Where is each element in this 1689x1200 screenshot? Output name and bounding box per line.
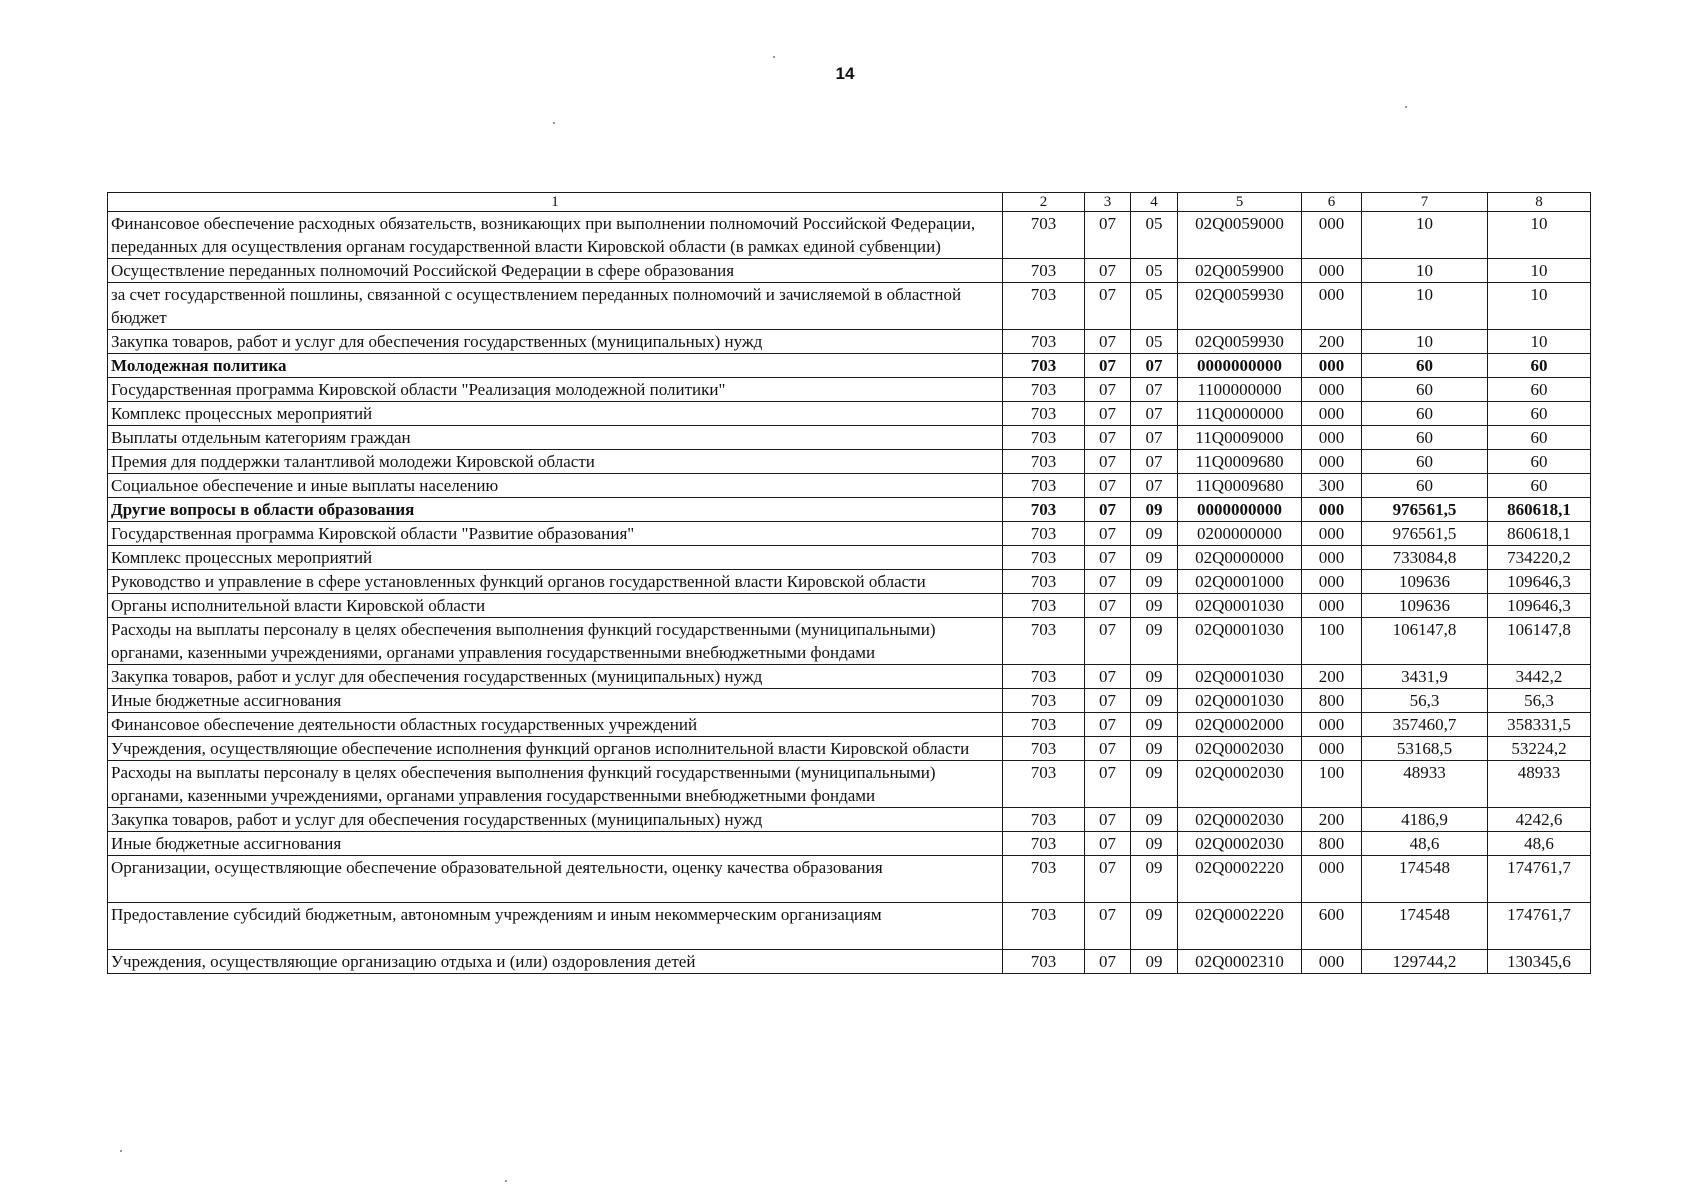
table-row	[108, 689, 1591, 713]
row-subsection-cell: 05	[1131, 212, 1178, 259]
row-amount-year2-cell: 48933	[1488, 761, 1591, 808]
row-target-article-cell: 02Q0002030	[1178, 832, 1302, 856]
row-expense-type-cell: 000	[1302, 402, 1362, 426]
row-section-cell: 07	[1085, 856, 1131, 903]
row-target-article-cell: 02Q0059930	[1178, 283, 1302, 330]
row-amount-year2-cell: 53224,2	[1488, 737, 1591, 761]
row-section-cell: 07	[1085, 378, 1131, 402]
row-section-cell: 07	[1085, 212, 1131, 259]
scan-speck	[553, 122, 555, 124]
row-section-cell: 07	[1085, 474, 1131, 498]
row-amount-year2-cell: 174761,7	[1488, 856, 1591, 903]
row-subsection-cell: 09	[1131, 832, 1178, 856]
row-amount-year1-cell: 10	[1362, 283, 1488, 330]
row-subsection-cell: 09	[1131, 761, 1178, 808]
table-row	[108, 330, 1591, 354]
row-amount-year2-cell: 60	[1488, 378, 1591, 402]
row-name-cell: Учреждения, осуществляющие обеспечение исполнения функций органов исполнительной власти Кировской области	[108, 737, 1003, 761]
row-expense-type-cell: 000	[1302, 354, 1362, 378]
row-target-article-cell: 0000000000	[1178, 498, 1302, 522]
table-row	[108, 903, 1591, 950]
row-expense-type-cell: 800	[1302, 689, 1362, 713]
row-target-article-cell: 02Q0002310	[1178, 950, 1302, 974]
row-expense-type-cell: 000	[1302, 737, 1362, 761]
row-target-article-cell: 11Q0009000	[1178, 426, 1302, 450]
row-expense-type-cell: 000	[1302, 378, 1362, 402]
row-amount-year1-cell: 60	[1362, 474, 1488, 498]
table-row	[108, 474, 1591, 498]
table-row	[108, 808, 1591, 832]
table-row	[108, 259, 1591, 283]
row-subsection-cell: 09	[1131, 570, 1178, 594]
row-ministry-code-cell: 703	[1003, 689, 1085, 713]
row-name-cell: Органы исполнительной власти Кировской области	[108, 594, 1003, 618]
row-target-article-cell: 1100000000	[1178, 378, 1302, 402]
row-name-cell: Финансовое обеспечение деятельности областных государственных учреждений	[108, 713, 1003, 737]
row-amount-year2-cell: 358331,5	[1488, 713, 1591, 737]
row-amount-year1-cell: 10	[1362, 212, 1488, 259]
row-name-cell: за счет государственной пошлины, связанной с осуществлением переданных полномочий и зачисляемой в областной бюджет	[108, 283, 1003, 330]
row-section-cell: 07	[1085, 283, 1131, 330]
row-subsection-cell: 09	[1131, 618, 1178, 665]
header-cell: 5	[1178, 193, 1302, 212]
row-amount-year1-cell: 60	[1362, 426, 1488, 450]
row-target-article-cell: 02Q0002030	[1178, 808, 1302, 832]
row-expense-type-cell: 000	[1302, 546, 1362, 570]
row-subsection-cell: 09	[1131, 594, 1178, 618]
row-expense-type-cell: 100	[1302, 618, 1362, 665]
row-expense-type-cell: 000	[1302, 950, 1362, 974]
row-amount-year1-cell: 48933	[1362, 761, 1488, 808]
row-amount-year1-cell: 10	[1362, 259, 1488, 283]
row-expense-type-cell: 000	[1302, 259, 1362, 283]
table-row	[108, 450, 1591, 474]
row-amount-year1-cell: 733084,8	[1362, 546, 1488, 570]
row-amount-year2-cell: 734220,2	[1488, 546, 1591, 570]
row-expense-type-cell: 000	[1302, 522, 1362, 546]
row-name-cell: Премия для поддержки талантливой молодежи Кировской области	[108, 450, 1003, 474]
row-amount-year2-cell: 860618,1	[1488, 498, 1591, 522]
row-amount-year2-cell: 48,6	[1488, 832, 1591, 856]
row-expense-type-cell: 000	[1302, 450, 1362, 474]
row-section-cell: 07	[1085, 546, 1131, 570]
row-name-cell: Осуществление переданных полномочий Российской Федерации в сфере образования	[108, 259, 1003, 283]
row-ministry-code-cell: 703	[1003, 498, 1085, 522]
row-ministry-code-cell: 703	[1003, 713, 1085, 737]
row-name-cell: Организации, осуществляющие обеспечение образовательной деятельности, оценку качества образования	[108, 856, 1003, 903]
row-expense-type-cell: 000	[1302, 498, 1362, 522]
row-section-cell: 07	[1085, 903, 1131, 950]
row-amount-year2-cell: 60	[1488, 474, 1591, 498]
row-target-article-cell: 11Q0009680	[1178, 474, 1302, 498]
table-row	[108, 594, 1591, 618]
row-section-cell: 07	[1085, 259, 1131, 283]
row-subsection-cell: 09	[1131, 903, 1178, 950]
table-row	[108, 283, 1591, 330]
row-section-cell: 07	[1085, 330, 1131, 354]
scan-speck	[773, 56, 775, 58]
table-row	[108, 950, 1591, 974]
row-target-article-cell: 02Q0002030	[1178, 761, 1302, 808]
header-cell: 3	[1085, 193, 1131, 212]
row-amount-year1-cell: 129744,2	[1362, 950, 1488, 974]
row-name-cell: Руководство и управление в сфере установленных функций органов государственной власти Кировской области	[108, 570, 1003, 594]
row-amount-year1-cell: 10	[1362, 330, 1488, 354]
row-ministry-code-cell: 703	[1003, 426, 1085, 450]
row-ministry-code-cell: 703	[1003, 354, 1085, 378]
row-subsection-cell: 09	[1131, 689, 1178, 713]
row-amount-year2-cell: 130345,6	[1488, 950, 1591, 974]
row-subsection-cell: 07	[1131, 474, 1178, 498]
row-name-cell: Финансовое обеспечение расходных обязательств, возникающих при выполнении полномочий Российской Федерации, переданных для осуществления органам государственной власти Кировской области (в рамках единой субвенции)	[108, 212, 1003, 259]
row-name-cell: Выплаты отдельным категориям граждан	[108, 426, 1003, 450]
row-amount-year2-cell: 4242,6	[1488, 808, 1591, 832]
table-row	[108, 570, 1591, 594]
row-name-cell: Иные бюджетные ассигнования	[108, 832, 1003, 856]
table-body	[108, 193, 1591, 974]
row-amount-year1-cell: 3431,9	[1362, 665, 1488, 689]
row-ministry-code-cell: 703	[1003, 212, 1085, 259]
row-section-cell: 07	[1085, 426, 1131, 450]
row-amount-year1-cell: 4186,9	[1362, 808, 1488, 832]
row-expense-type-cell: 300	[1302, 474, 1362, 498]
scan-speck	[1405, 106, 1407, 108]
row-amount-year2-cell: 10	[1488, 212, 1591, 259]
row-subsection-cell: 09	[1131, 950, 1178, 974]
row-amount-year1-cell: 109636	[1362, 570, 1488, 594]
row-section-cell: 07	[1085, 354, 1131, 378]
header-cell: 7	[1362, 193, 1488, 212]
row-subsection-cell: 07	[1131, 378, 1178, 402]
row-subsection-cell: 09	[1131, 808, 1178, 832]
row-expense-type-cell: 100	[1302, 761, 1362, 808]
row-target-article-cell: 02Q0001030	[1178, 689, 1302, 713]
row-amount-year1-cell: 106147,8	[1362, 618, 1488, 665]
row-expense-type-cell: 000	[1302, 283, 1362, 330]
table-row	[108, 856, 1591, 903]
row-subsection-cell: 05	[1131, 330, 1178, 354]
row-target-article-cell: 02Q0059900	[1178, 259, 1302, 283]
row-ministry-code-cell: 703	[1003, 737, 1085, 761]
row-target-article-cell: 11Q0000000	[1178, 402, 1302, 426]
row-subsection-cell: 09	[1131, 546, 1178, 570]
table-row	[108, 402, 1591, 426]
table-row	[108, 832, 1591, 856]
row-name-cell: Расходы на выплаты персоналу в целях обеспечения выполнения функций государственными (муниципальными) органами, казенными учреждениями, органами управления государственными внебюджетными фондами	[108, 761, 1003, 808]
row-section-cell: 07	[1085, 737, 1131, 761]
row-amount-year2-cell: 56,3	[1488, 689, 1591, 713]
row-target-article-cell: 02Q0002030	[1178, 737, 1302, 761]
row-ministry-code-cell: 703	[1003, 330, 1085, 354]
row-amount-year1-cell: 60	[1362, 354, 1488, 378]
row-amount-year2-cell: 3442,2	[1488, 665, 1591, 689]
row-amount-year1-cell: 976561,5	[1362, 498, 1488, 522]
row-ministry-code-cell: 703	[1003, 594, 1085, 618]
row-name-cell: Государственная программа Кировской области "Развитие образования"	[108, 522, 1003, 546]
row-name-cell: Социальное обеспечение и иные выплаты населению	[108, 474, 1003, 498]
row-name-cell: Комплекс процессных мероприятий	[108, 546, 1003, 570]
row-subsection-cell: 09	[1131, 665, 1178, 689]
row-target-article-cell: 02Q0002000	[1178, 713, 1302, 737]
row-amount-year1-cell: 60	[1362, 402, 1488, 426]
row-section-cell: 07	[1085, 761, 1131, 808]
row-section-cell: 07	[1085, 665, 1131, 689]
row-subsection-cell: 07	[1131, 426, 1178, 450]
row-amount-year1-cell: 174548	[1362, 856, 1488, 903]
row-amount-year1-cell: 357460,7	[1362, 713, 1488, 737]
row-amount-year2-cell: 174761,7	[1488, 903, 1591, 950]
table-row	[108, 212, 1591, 259]
row-subsection-cell: 09	[1131, 713, 1178, 737]
row-expense-type-cell: 000	[1302, 426, 1362, 450]
row-amount-year2-cell: 60	[1488, 402, 1591, 426]
row-ministry-code-cell: 703	[1003, 402, 1085, 426]
row-section-cell: 07	[1085, 618, 1131, 665]
row-amount-year2-cell: 10	[1488, 283, 1591, 330]
table-row	[108, 761, 1591, 808]
row-expense-type-cell: 000	[1302, 856, 1362, 903]
row-target-article-cell: 02Q0002220	[1178, 856, 1302, 903]
table-row	[108, 713, 1591, 737]
row-amount-year2-cell: 109646,3	[1488, 594, 1591, 618]
row-section-cell: 07	[1085, 498, 1131, 522]
row-target-article-cell: 0200000000	[1178, 522, 1302, 546]
row-section-cell: 07	[1085, 594, 1131, 618]
row-target-article-cell: 02Q0000000	[1178, 546, 1302, 570]
row-ministry-code-cell: 703	[1003, 950, 1085, 974]
row-name-cell: Комплекс процессных мероприятий	[108, 402, 1003, 426]
row-name-cell: Предоставление субсидий бюджетным, автономным учреждениям и иным некоммерческим организациям	[108, 903, 1003, 950]
table-row	[108, 546, 1591, 570]
row-subsection-cell: 05	[1131, 283, 1178, 330]
row-amount-year1-cell: 60	[1362, 450, 1488, 474]
budget-table	[107, 192, 1591, 974]
row-name-cell: Закупка товаров, работ и услуг для обеспечения государственных (муниципальных) нужд	[108, 665, 1003, 689]
header-cell: 2	[1003, 193, 1085, 212]
table-row	[108, 737, 1591, 761]
row-name-cell: Молодежная политика	[108, 354, 1003, 378]
row-ministry-code-cell: 703	[1003, 618, 1085, 665]
row-name-cell: Закупка товаров, работ и услуг для обеспечения государственных (муниципальных) нужд	[108, 330, 1003, 354]
row-name-cell: Государственная программа Кировской области "Реализация молодежной политики"	[108, 378, 1003, 402]
row-target-article-cell: 02Q0059000	[1178, 212, 1302, 259]
row-ministry-code-cell: 703	[1003, 522, 1085, 546]
row-amount-year2-cell: 860618,1	[1488, 522, 1591, 546]
row-section-cell: 07	[1085, 570, 1131, 594]
row-ministry-code-cell: 703	[1003, 665, 1085, 689]
table-row	[108, 665, 1591, 689]
row-expense-type-cell: 000	[1302, 594, 1362, 618]
row-section-cell: 07	[1085, 808, 1131, 832]
row-ministry-code-cell: 703	[1003, 808, 1085, 832]
header-cell: 6	[1302, 193, 1362, 212]
row-ministry-code-cell: 703	[1003, 474, 1085, 498]
row-target-article-cell: 02Q0002220	[1178, 903, 1302, 950]
row-expense-type-cell: 200	[1302, 330, 1362, 354]
row-expense-type-cell: 000	[1302, 713, 1362, 737]
row-amount-year1-cell: 109636	[1362, 594, 1488, 618]
page-number: 14	[835, 64, 855, 83]
table-row	[108, 618, 1591, 665]
row-ministry-code-cell: 703	[1003, 378, 1085, 402]
row-name-cell: Закупка товаров, работ и услуг для обеспечения государственных (муниципальных) нужд	[108, 808, 1003, 832]
table-header-row	[108, 193, 1591, 212]
scan-speck	[505, 1180, 507, 1182]
row-name-cell: Учреждения, осуществляющие организацию отдыха и (или) оздоровления детей	[108, 950, 1003, 974]
row-subsection-cell: 09	[1131, 856, 1178, 903]
scan-speck	[120, 1150, 122, 1152]
row-section-cell: 07	[1085, 832, 1131, 856]
row-subsection-cell: 07	[1131, 450, 1178, 474]
row-expense-type-cell: 200	[1302, 808, 1362, 832]
row-amount-year2-cell: 60	[1488, 426, 1591, 450]
row-subsection-cell: 09	[1131, 522, 1178, 546]
row-ministry-code-cell: 703	[1003, 903, 1085, 950]
row-target-article-cell: 0000000000	[1178, 354, 1302, 378]
header-cell: 1	[108, 193, 1003, 212]
row-section-cell: 07	[1085, 522, 1131, 546]
row-subsection-cell: 09	[1131, 737, 1178, 761]
row-name-cell: Иные бюджетные ассигнования	[108, 689, 1003, 713]
table-row	[108, 426, 1591, 450]
row-expense-type-cell: 000	[1302, 570, 1362, 594]
header-cell: 8	[1488, 193, 1591, 212]
row-amount-year1-cell: 48,6	[1362, 832, 1488, 856]
row-section-cell: 07	[1085, 689, 1131, 713]
row-amount-year2-cell: 109646,3	[1488, 570, 1591, 594]
row-subsection-cell: 07	[1131, 354, 1178, 378]
row-subsection-cell: 07	[1131, 402, 1178, 426]
row-ministry-code-cell: 703	[1003, 761, 1085, 808]
row-section-cell: 07	[1085, 402, 1131, 426]
row-expense-type-cell: 600	[1302, 903, 1362, 950]
row-name-cell: Расходы на выплаты персоналу в целях обеспечения выполнения функций государственными (муниципальными) органами, казенными учреждениями, органами управления государственными внебюджетными фондами	[108, 618, 1003, 665]
row-amount-year1-cell: 60	[1362, 378, 1488, 402]
row-expense-type-cell: 000	[1302, 212, 1362, 259]
row-subsection-cell: 09	[1131, 498, 1178, 522]
row-amount-year2-cell: 60	[1488, 450, 1591, 474]
row-name-cell: Другие вопросы в области образования	[108, 498, 1003, 522]
row-expense-type-cell: 800	[1302, 832, 1362, 856]
row-target-article-cell: 02Q0001030	[1178, 665, 1302, 689]
row-amount-year1-cell: 56,3	[1362, 689, 1488, 713]
row-section-cell: 07	[1085, 450, 1131, 474]
row-amount-year2-cell: 60	[1488, 354, 1591, 378]
row-expense-type-cell: 200	[1302, 665, 1362, 689]
row-amount-year2-cell: 106147,8	[1488, 618, 1591, 665]
table-row	[108, 498, 1591, 522]
row-amount-year2-cell: 10	[1488, 330, 1591, 354]
table-row	[108, 354, 1591, 378]
row-subsection-cell: 05	[1131, 259, 1178, 283]
row-amount-year1-cell: 174548	[1362, 903, 1488, 950]
row-ministry-code-cell: 703	[1003, 450, 1085, 474]
row-ministry-code-cell: 703	[1003, 856, 1085, 903]
row-ministry-code-cell: 703	[1003, 832, 1085, 856]
row-target-article-cell: 02Q0059930	[1178, 330, 1302, 354]
row-target-article-cell: 02Q0001030	[1178, 594, 1302, 618]
row-target-article-cell: 02Q0001030	[1178, 618, 1302, 665]
table-row	[108, 522, 1591, 546]
table-row	[108, 378, 1591, 402]
row-ministry-code-cell: 703	[1003, 259, 1085, 283]
row-amount-year2-cell: 10	[1488, 259, 1591, 283]
row-amount-year1-cell: 976561,5	[1362, 522, 1488, 546]
row-target-article-cell: 11Q0009680	[1178, 450, 1302, 474]
header-cell: 4	[1131, 193, 1178, 212]
row-amount-year1-cell: 53168,5	[1362, 737, 1488, 761]
row-target-article-cell: 02Q0001000	[1178, 570, 1302, 594]
row-section-cell: 07	[1085, 713, 1131, 737]
row-ministry-code-cell: 703	[1003, 570, 1085, 594]
row-ministry-code-cell: 703	[1003, 283, 1085, 330]
row-ministry-code-cell: 703	[1003, 546, 1085, 570]
row-section-cell: 07	[1085, 950, 1131, 974]
